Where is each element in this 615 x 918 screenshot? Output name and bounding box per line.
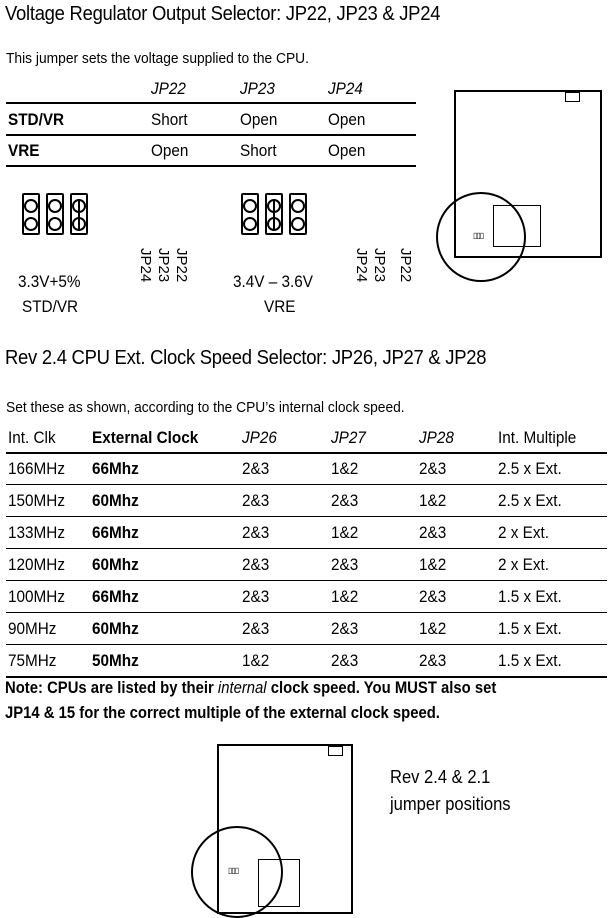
- table-row-rule: [6, 516, 607, 517]
- header-int-multiple: Int. Multiple: [498, 428, 577, 447]
- cell-int-multiple: 1.5 x Ext.: [498, 587, 562, 606]
- jumper-block: [46, 193, 64, 235]
- cell-int-clk: 90MHz: [8, 619, 57, 638]
- cell-int-multiple: 2.5 x Ext.: [498, 459, 562, 478]
- cell-vre-jp23: Short: [240, 141, 277, 160]
- table-row-rule: [6, 548, 607, 549]
- cell-int-clk: 150MHz: [8, 491, 65, 510]
- table-rule: [6, 452, 607, 454]
- table-row-rule: [6, 612, 607, 613]
- highlight-circle: [191, 826, 283, 918]
- table-row-rule: [6, 484, 607, 485]
- cell-jp27: 2&3: [331, 651, 359, 670]
- voltage-label-stdvr: 3.3V+5%: [18, 272, 81, 291]
- cell-int-clk: 133MHz: [8, 523, 65, 542]
- cell-int-clk: 166MHz: [8, 459, 65, 478]
- cell-jp27: 2&3: [331, 619, 359, 638]
- row-label-vre: VRE: [8, 141, 40, 160]
- cell-jp27: 2&3: [331, 555, 359, 574]
- cell-int-multiple: 1.5 x Ext.: [498, 619, 562, 638]
- cell-external-clock: 50Mhz: [92, 651, 139, 670]
- cell-int-multiple: 2 x Ext.: [498, 523, 550, 542]
- table-rule: [6, 134, 416, 136]
- cell-external-clock: 66Mhz: [92, 459, 139, 478]
- section2-intro: Set these as shown, according to the CPU’s internal clock speed.: [6, 399, 405, 416]
- cell-stdvr-jp22: Short: [151, 110, 188, 129]
- table-row-rule: [6, 644, 607, 645]
- note-line-1: Note: CPUs are listed by their internal clock speed. You MUST also set: [5, 679, 497, 697]
- table-row-rule: [6, 676, 607, 678]
- side-label-jp24: JP24: [137, 248, 154, 283]
- cell-jp26: 2&3: [242, 491, 270, 510]
- highlight-circle: [436, 192, 526, 282]
- diagram-caption: Rev 2.4 & 2.1 jumper positions: [390, 767, 511, 814]
- section1-intro: This jumper sets the voltage supplied to the CPU.: [6, 50, 309, 67]
- cell-vre-jp24: Open: [328, 141, 366, 160]
- cell-jp26: 2&3: [242, 459, 270, 478]
- cell-jp26: 2&3: [242, 555, 270, 574]
- connector-mark: [565, 92, 580, 102]
- cell-stdvr-jp24: Open: [328, 110, 366, 129]
- jumper-block: [241, 193, 259, 235]
- side-label-jp24: JP24: [353, 248, 370, 283]
- col-header-jp23: JP23: [240, 79, 275, 98]
- jumper-block-shorted: [265, 193, 283, 235]
- section1-title: Voltage Regulator Output Selector: JP22, JP23 & JP24: [5, 2, 441, 25]
- header-external-clock: External Clock: [92, 428, 199, 447]
- voltage-label-vre: 3.4V – 3.6V: [233, 272, 313, 291]
- cell-external-clock: 66Mhz: [92, 587, 139, 606]
- side-label-jp22: JP22: [397, 248, 414, 283]
- note-line-2: JP14 & 15 for the correct multiple of the external clock speed.: [5, 704, 440, 722]
- table-row-rule: [6, 580, 607, 581]
- cell-jp28: 2&3: [419, 587, 447, 606]
- header-jp27: JP27: [331, 428, 366, 447]
- cell-vre-jp22: Open: [151, 141, 189, 160]
- cell-jp26: 1&2: [242, 651, 270, 670]
- side-label-jp22: JP22: [173, 248, 190, 283]
- cell-jp27: 1&2: [331, 523, 359, 542]
- cell-int-multiple: 2.5 x Ext.: [498, 491, 562, 510]
- cell-int-clk: 100MHz: [8, 587, 65, 606]
- cell-jp26: 2&3: [242, 523, 270, 542]
- cell-jp26: 2&3: [242, 587, 270, 606]
- cell-jp27: 1&2: [331, 587, 359, 606]
- cell-external-clock: 60Mhz: [92, 491, 139, 510]
- header-jp28: JP28: [419, 428, 454, 447]
- cell-int-multiple: 2 x Ext.: [498, 555, 550, 574]
- jumper-mark: ▯▯▯: [473, 231, 484, 240]
- row-label-stdvr: STD/VR: [8, 110, 65, 129]
- cell-jp28: 1&2: [419, 555, 447, 574]
- side-label-jp23: JP23: [155, 248, 172, 283]
- cell-external-clock: 66Mhz: [92, 523, 139, 542]
- cell-int-clk: 75MHz: [8, 651, 57, 670]
- jumper-mark: ▯▯▯: [228, 866, 239, 875]
- mode-label-vre: VRE: [264, 297, 296, 316]
- cell-external-clock: 60Mhz: [92, 619, 139, 638]
- header-int-clk: Int. Clk: [8, 428, 56, 447]
- cell-jp28: 2&3: [419, 459, 447, 478]
- jumper-block: [22, 193, 40, 235]
- cell-int-multiple: 1.5 x Ext.: [498, 651, 562, 670]
- col-header-jp22: JP22: [151, 79, 186, 98]
- cell-stdvr-jp23: Open: [240, 110, 278, 129]
- cell-int-clk: 120MHz: [8, 555, 65, 574]
- mode-label-stdvr: STD/VR: [22, 297, 79, 316]
- side-label-jp23: JP23: [371, 248, 388, 283]
- cell-jp27: 1&2: [331, 459, 359, 478]
- section2-title: Rev 2.4 CPU Ext. Clock Speed Selector: JP26, JP27 & JP28: [5, 346, 487, 369]
- cell-jp28: 1&2: [419, 491, 447, 510]
- table-rule: [6, 102, 416, 104]
- col-header-jp24: JP24: [328, 79, 363, 98]
- cell-external-clock: 60Mhz: [92, 555, 139, 574]
- connector-mark: [328, 746, 343, 756]
- jumper-block: [289, 193, 307, 235]
- cell-jp28: 1&2: [419, 619, 447, 638]
- header-jp26: JP26: [242, 428, 277, 447]
- cell-jp28: 2&3: [419, 651, 447, 670]
- cell-jp26: 2&3: [242, 619, 270, 638]
- jumper-block-shorted: [70, 193, 88, 235]
- cell-jp28: 2&3: [419, 523, 447, 542]
- cell-jp27: 2&3: [331, 491, 359, 510]
- table-rule: [6, 165, 416, 167]
